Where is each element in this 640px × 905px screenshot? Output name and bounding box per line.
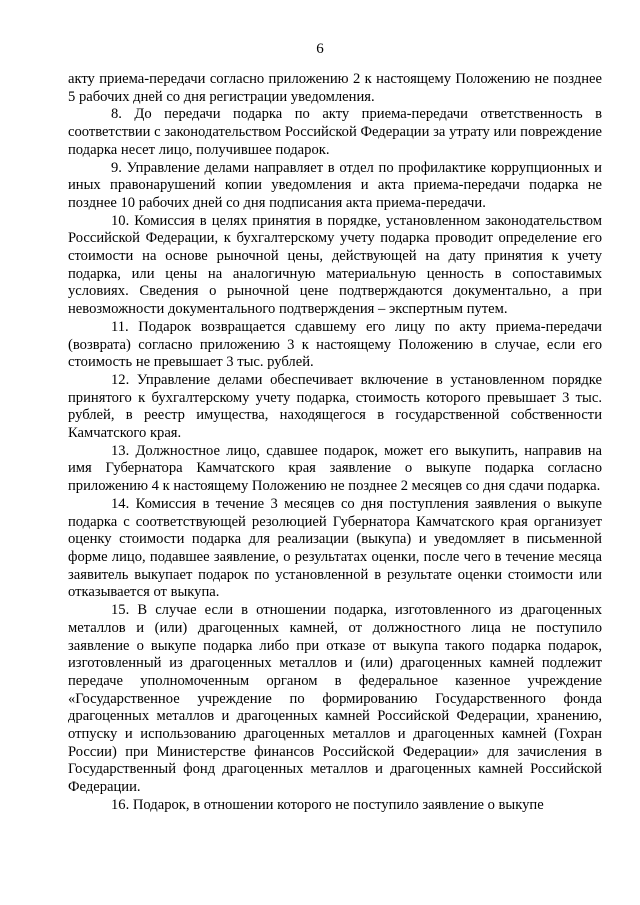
paragraph-14: 14. Комиссия в течение 3 месяцев со дня поступления заявления о выкупе подарка с соответствующей резолюцией Губернатора Камчатского края организует оценку стоимости подарка для реализации (выкупа) и уведомляет в письменной форме лицо, подавшее заявление, о результатах оценки, после чего в течение месяца заявитель выкупает подарок по установленной в результате оценки стоимости или отказывается от выкупа. <box>68 495 602 601</box>
paragraph-11: 11. Подарок возвращается сдавшему его лицу по акту приема-передачи (возврата) согласно приложению 3 к настоящему Положению в случае, если его стоимость не превышает 3 тыс. рублей. <box>68 318 602 371</box>
document-body <box>68 71 602 815</box>
page-number: 6 <box>316 41 324 57</box>
paragraph-7-continuation: акту приема-передачи согласно приложению 2 к настоящему Положению не позднее 5 рабочих дней со дня регистрации уведомления. <box>68 71 602 105</box>
paragraph-16: 16. Подарок, в отношении которого не поступило заявление о выкупе <box>111 796 544 813</box>
paragraph-13: 13. Должностное лицо, сдавшее подарок, может его выкупить, направив на имя Губернатора Камчатского края заявление о выкупе подарка согласно приложению 4 к настоящему Положению не позднее 2 месяцев со дня сдачи подарка. <box>68 442 602 495</box>
paragraph-12: 12. Управление делами обеспечивает включение в установленном порядке принятого к бухгалтерскому учету подарка, стоимость которого превышает 3 тыс. рублей, в реестр имущества, находящегося в государственной собственности Камчатского края. <box>68 371 602 442</box>
paragraph-8: 8. До передачи подарка по акту приема-передачи ответственность в соответствии с законодательством Российской Федерации за утрату или повреждение подарка несет лицо, получившее подарок. <box>68 106 602 158</box>
paragraph-15: 15. В случае если в отношении подарка, изготовленного из драгоценных металлов и (или) драгоценных камней, от должностного лица не поступило заявление о выкупе подарка либо при отказе от выкупа такого подарка подарок, изготовленный из драгоценных металлов и (или) драгоценных камней подлежит передаче уполномоченным органом в федеральное казенное учреждение «Государственное учреждение по формированию Государственного фонда драгоценных металлов и драгоценных камней Российской Федерации, хранению, отпуску и использованию драгоценных металлов и драгоценных камней (Гохран России) при Министерстве финансов Российской Федерации» для зачисления в Государственный фонд драгоценных металлов и драгоценных камней Российской Федерации. <box>68 602 602 796</box>
paragraph-10: 10. Комиссия в целях принятия в порядке, установленном законодательством Российской Федерации, к бухгалтерскому учету подарка проводит определение его стоимости на основе рыночной цены, действующей на дату принятия к учету подарка, или цены на аналогичную материальную ценность в сопоставимых условиях. Сведения о рыночной цене подтверждаются документально, а при невозможности документального подтверждения – экспертным путем. <box>68 212 602 318</box>
paragraph-9: 9. Управление делами направляет в отдел по профилактике коррупционных и иных правонарушений копии уведомления и акта приема-передачи подарка не позднее 10 рабочих дней со дня подписания акта приема-передачи. <box>68 159 602 211</box>
